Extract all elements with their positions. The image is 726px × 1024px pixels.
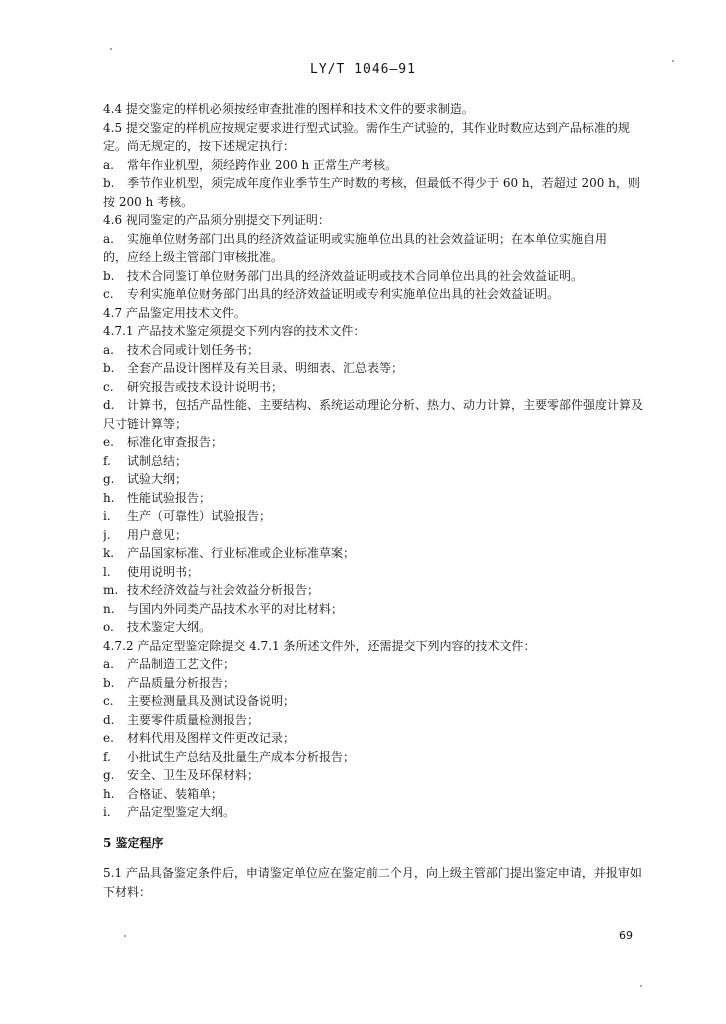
text-line [103, 489, 668, 508]
line-text: 产品制造工艺文件； [127, 657, 236, 671]
line-text: 主要零件质量检测报告； [127, 712, 260, 727]
list-item-label: a. [103, 657, 114, 671]
text-line [103, 883, 668, 902]
text-line [103, 507, 668, 526]
text-line [103, 119, 668, 138]
scan-speck [124, 935, 126, 937]
text-line [103, 803, 668, 822]
line-text: 性能试验报告； [127, 490, 212, 505]
spacer [103, 852, 668, 864]
list-item-label: h. [103, 490, 115, 505]
line-text: 技术合同或计划任务书； [127, 342, 260, 357]
text-line [103, 304, 668, 323]
text-line [103, 193, 668, 212]
text-line [103, 526, 668, 545]
list-item-label: d. [103, 398, 115, 412]
text-line [103, 674, 668, 693]
line-text: 的，应经上级主管部门审核批准。 [103, 250, 284, 264]
list-item-label: a. [103, 231, 114, 246]
text-line [103, 100, 668, 119]
list-item-label: m. [103, 583, 119, 597]
text-line [103, 396, 668, 415]
line-text: 尺寸链计算等； [103, 416, 188, 431]
list-item-label: a. [103, 342, 114, 357]
text-line [103, 174, 668, 193]
text-line [103, 563, 668, 582]
line-text: 小批试生产总结及批量生产成本分析报告； [127, 749, 356, 764]
list-item-label: f. [103, 453, 111, 468]
line-text: 产品质量分析报告； [127, 675, 236, 690]
scan-speck [640, 985, 642, 987]
list-item-label: n. [103, 601, 115, 616]
text-line [103, 748, 668, 767]
text-line [103, 230, 668, 249]
line-text: 主要检测量具及测试设备说明； [127, 694, 296, 708]
section-heading [103, 834, 668, 853]
text-line [103, 600, 668, 619]
line-text: 4.4 提交鉴定的样机必须按经审查批准的图样和技术文件的要求制造。 [103, 102, 474, 116]
line-text: 常年作业机型，须经跨作业 200 h 正常生产考核。 [127, 157, 398, 172]
line-text: 4.7.1 产品技术鉴定须提交下列内容的技术文件： [103, 324, 366, 338]
list-item-label: e. [103, 435, 114, 449]
line-text: 技术合同鉴订单位财务部门出具的经济效益证明或技术合同单位出具的社会效益证明。 [127, 268, 584, 283]
list-item-label: c. [103, 379, 114, 394]
list-item-label: g. [103, 768, 115, 782]
line-text: 合格证、装箱单； [127, 786, 224, 801]
line-text: 产品国家标准、行业标准或企业标准草案； [127, 546, 356, 560]
list-item-label: b. [103, 176, 115, 190]
text-line [103, 415, 668, 434]
line-text: 计算书，包括产品性能、主要结构、系统运动理论分析、热力、动力计算，主要零部件强度计算及 [127, 398, 644, 412]
list-item-label: k. [103, 546, 115, 560]
list-item-label: i. [103, 805, 111, 819]
text-line [103, 470, 668, 489]
line-text: 产品定型鉴定大纲。 [127, 805, 236, 819]
line-text: 技术经济效益与社会效益分析报告； [127, 583, 320, 597]
line-text: 试制总结； [127, 453, 188, 468]
list-item-label: e. [103, 731, 114, 745]
standard-code-header: LY/T 1046—91 [310, 62, 416, 77]
line-text: 4.5 提交鉴定的样机应按规定要求进行型式试验。需作生产试验的，其作业时数应达到产品标准的规 [103, 120, 630, 135]
line-text: 4.7.2 产品定型鉴定除提交 4.7.1 条所述文件外，还需提交下列内容的技术文件： [103, 638, 536, 653]
line-text: 技术鉴定大纲。 [127, 620, 212, 634]
line-text: 使用说明书； [127, 564, 200, 579]
list-item-label: b. [103, 675, 115, 690]
line-text: 生产（可靠性）试验报告； [127, 509, 272, 523]
text-line [103, 341, 668, 360]
list-item-label: j. [103, 527, 111, 542]
line-text: 实施单位财务部门出具的经济效益证明或实施单位出具的社会效益证明；在本单位实施自用 [127, 231, 608, 246]
line-text: 安全、卫生及环保材料； [127, 768, 260, 782]
line-text: 试验大纲； [127, 472, 188, 486]
line-text: 5.1 产品具备鉴定条件后，申请鉴定单位应在鉴定前二个月，向上级主管部门提出鉴定申请，并报审如 [103, 866, 642, 880]
line-text: 专利实施单位财务部门出具的经济效益证明或专利实施单位出具的社会效益证明。 [127, 287, 560, 301]
line-text: 研究报告或技术设计说明书； [127, 379, 284, 394]
text-line [103, 267, 668, 286]
text-line [103, 544, 668, 563]
line-text: 用户意见； [127, 527, 188, 542]
line-text: 标准化审查报告； [127, 435, 224, 449]
list-item-label: i. [103, 509, 111, 523]
text-line [103, 211, 668, 230]
text-line [103, 692, 668, 711]
text-line [103, 618, 668, 637]
line-text: 定。尚无规定的，按下述规定执行： [103, 139, 296, 153]
line-text: 季节作业机型，须完成年度作业季节生产时数的考核，但最低不得少于 60 h，若超过 200 h，则 [127, 176, 640, 190]
text-line [103, 766, 668, 785]
text-line [103, 637, 668, 656]
line-text: 4.7 产品鉴定用技术文件。 [103, 305, 246, 320]
text-line [103, 378, 668, 397]
list-item-label: g. [103, 472, 115, 486]
list-item-label: f. [103, 749, 111, 764]
line-text: 4.6 视同鉴定的产品须分别提交下列证明： [103, 213, 330, 227]
spacer [103, 822, 668, 834]
text-line [103, 711, 668, 730]
list-item-label: a. [103, 157, 114, 172]
line-text: 与国内外同类产品技术水平的对比材料； [127, 601, 344, 616]
text-line [103, 864, 668, 883]
text-line [103, 729, 668, 748]
text-line [103, 359, 668, 378]
text-line [103, 655, 668, 674]
list-item-label: l. [103, 564, 111, 579]
line-text: 5 鉴定程序 [103, 835, 164, 850]
list-item-label: o. [103, 620, 114, 634]
list-item-label: b. [103, 361, 115, 375]
list-item-label: c. [103, 287, 114, 301]
list-item-label: c. [103, 694, 114, 708]
line-text: 全套产品设计图样及有关目录、明细表、汇总表等； [127, 361, 404, 375]
text-line [103, 137, 668, 156]
text-line [103, 285, 668, 304]
scan-speck [110, 48, 112, 50]
list-item-label: b. [103, 268, 115, 283]
document-body [103, 100, 668, 901]
text-line [103, 433, 668, 452]
list-item-label: d. [103, 712, 115, 727]
text-line [103, 785, 668, 804]
page-number: 69 [619, 929, 633, 942]
text-line [103, 156, 668, 175]
line-text: 材料代用及图样文件更改记录； [127, 731, 296, 745]
text-line [103, 322, 668, 341]
scan-speck [672, 60, 674, 62]
text-line [103, 452, 668, 471]
text-line [103, 581, 668, 600]
list-item-label: h. [103, 786, 115, 801]
line-text: 下材料： [103, 884, 152, 899]
line-text: 按 200 h 考核。 [103, 194, 194, 209]
text-line [103, 248, 668, 267]
